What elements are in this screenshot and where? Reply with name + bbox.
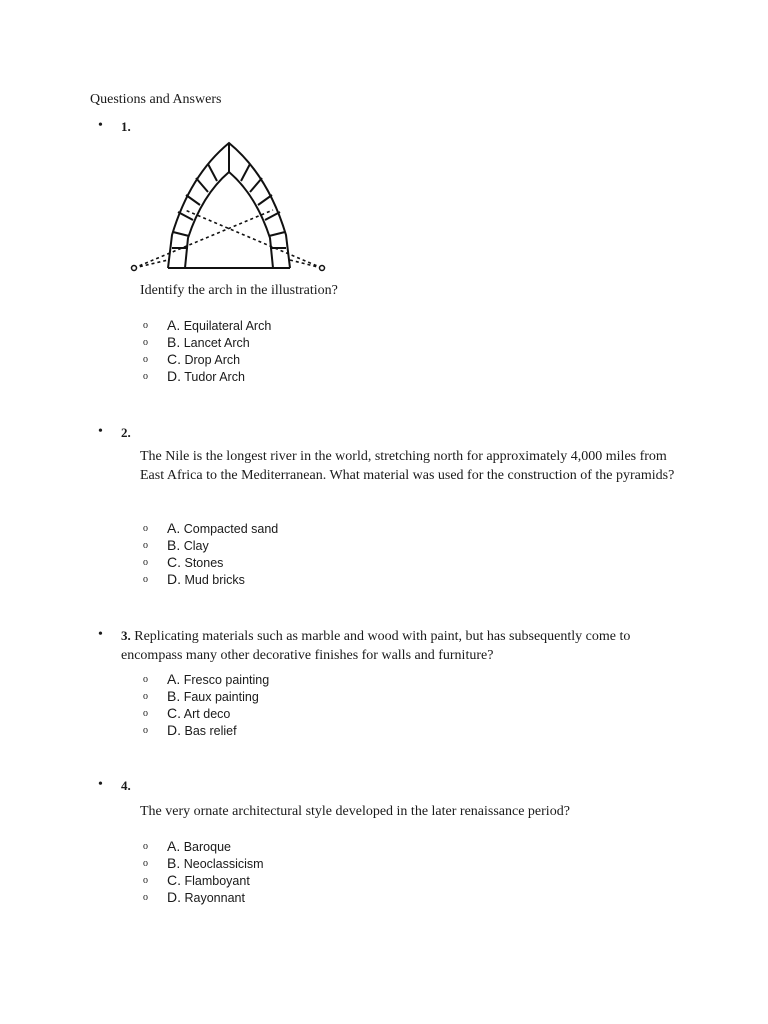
- question-number: 2.: [121, 425, 131, 440]
- bullet: •: [98, 777, 103, 792]
- answer-list: [143, 838, 264, 906]
- answer-option-c: o C. Stones: [143, 554, 224, 570]
- bullet: •: [98, 424, 103, 439]
- answer-option-b: o B. Faux painting: [143, 688, 259, 704]
- question-number: 4.: [121, 778, 131, 793]
- question-text: Identify the arch in the illustration?: [140, 283, 338, 298]
- pointed-arch-diagram-icon: [130, 140, 330, 275]
- answer-list: [143, 520, 278, 588]
- answer-option-d: o D. Mud bricks: [143, 571, 245, 587]
- answer-option-d: o D. Bas relief: [143, 722, 237, 738]
- answer-option-a: o A. Compacted sand: [143, 520, 279, 536]
- answer-option-b: o B. Lancet Arch: [143, 334, 250, 350]
- answer-option-d: o D. Tudor Arch: [143, 368, 245, 384]
- answer-option-c: o C. Drop Arch: [143, 351, 241, 367]
- question-text: The very ornate architectural style developed in the later renaissance period?: [140, 804, 570, 819]
- question-text: 3. Replicating materials such as marble and wood with paint, but has subsequently come to encompass many other decorative finishes for walls and furniture?: [121, 628, 631, 663]
- answer-list: [143, 671, 269, 739]
- answer-option-b: o B. Clay: [143, 537, 209, 553]
- page-title: Questions and Answers: [90, 92, 222, 107]
- bullet: •: [98, 627, 103, 642]
- question-number: 1.: [121, 119, 131, 134]
- answer-option-a: o A. Baroque: [143, 838, 231, 854]
- answer-option-a: o A. Fresco painting: [143, 671, 270, 687]
- bullet: •: [98, 118, 103, 133]
- answer-option-c: o C. Art deco: [143, 705, 231, 721]
- question-number: 3.: [121, 628, 131, 643]
- answer-option-d: o D. Rayonnant: [143, 889, 245, 905]
- answer-option-a: o A. Equilateral Arch: [143, 317, 272, 333]
- answer-option-b: o B. Neoclassicism: [143, 855, 264, 871]
- answer-list: [143, 317, 271, 385]
- question-text: The Nile is the longest river in the world, stretching north for approximately 4,000 miles from East Africa to the Mediterranean. What material was used for the construction of the pyramids?: [140, 449, 675, 483]
- answer-option-c: o C. Flamboyant: [143, 872, 250, 888]
